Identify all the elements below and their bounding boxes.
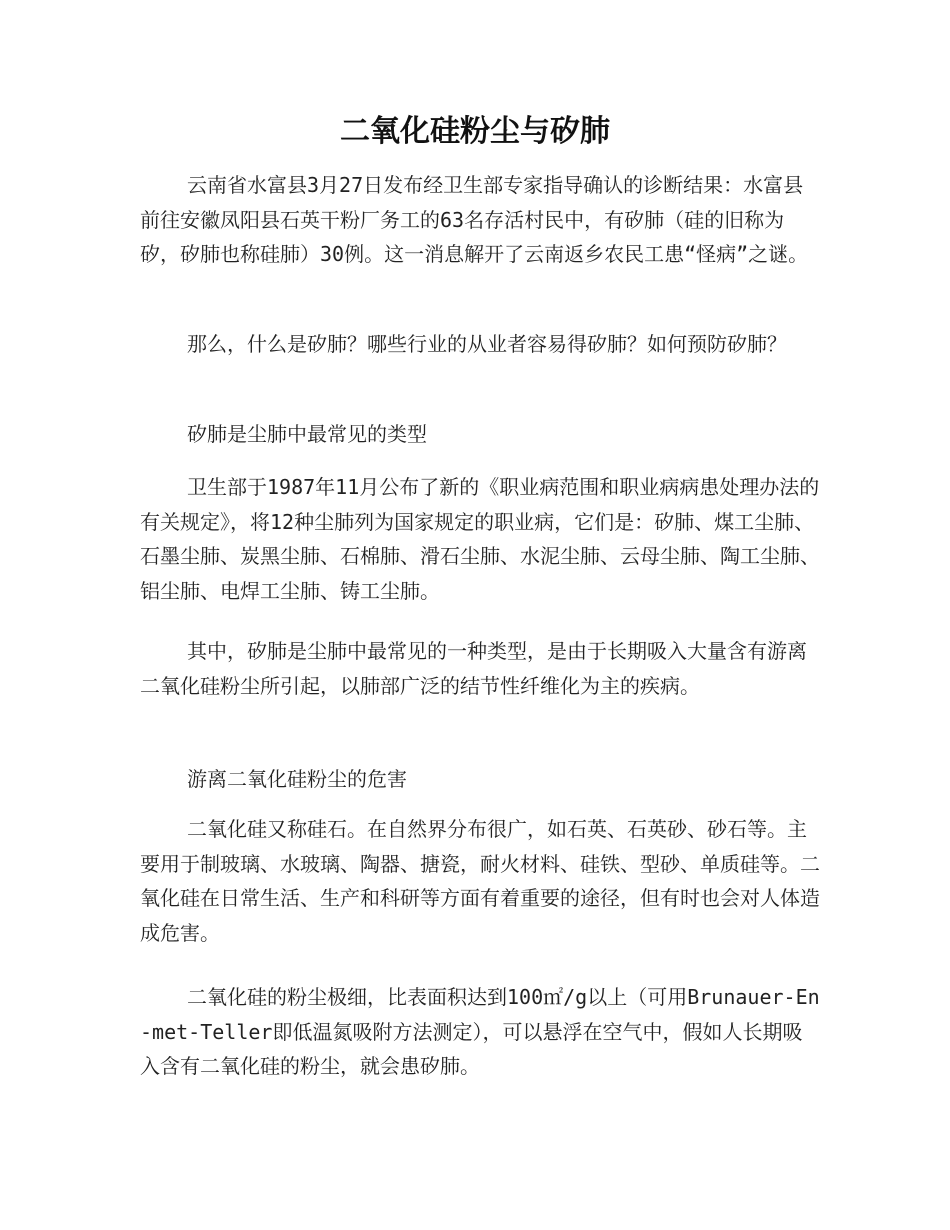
section-heading-1: 矽肺是尘肺中最常见的类型 <box>187 422 427 446</box>
paragraph-6: 二氧化硅的粉尘极细，比表面积达到100㎡/g以上（可用Brunauer-En-met-Teller即低温氮吸附方法测定），可以悬浮在空气中，假如人长期吸入含有二氧化硅的粉尘，就会患矽肺。 <box>140 985 820 1078</box>
section-heading-2: 游离二氧化硅粉尘的危害 <box>187 767 407 791</box>
paragraph-2: 那么，什么是矽肺？哪些行业的从业者容易得矽肺？如何预防矽肺？ <box>187 332 787 356</box>
page-title: 二氧化硅粉尘与矽肺 <box>340 114 610 149</box>
paragraph-5: 二氧化硅又称硅石。在自然界分布很广，如石英、石英砂、砂石等。主要用于制玻璃、水玻璃、陶器、搪瓷，耐火材料、硅铁、型砂、单质硅等。二氧化硅在日常生活、生产和科研等方面有着重要的途径，但有时也会对人体造成危害。 <box>140 817 820 945</box>
paragraph-3: 卫生部于1987年11月公布了新的《职业病范围和职业病病患处理办法的有关规定》，将12种尘肺列为国家规定的职业病，它们是：矽肺、煤工尘肺、石墨尘肺、炭黑尘肺、石棉肺、滑石尘肺、水泥尘肺、云母尘肺、陶工尘肺、铝尘肺、电焊工尘肺、铸工尘肺。 <box>140 475 820 603</box>
paragraph-1: 云南省水富县3月27日发布经卫生部专家指导确认的诊断结果：水富县前往安徽凤阳县石英干粉厂务工的63名存活村民中，有矽肺（硅的旧称为矽，矽肺也称硅肺）30例。这一消息解开了云南返乡农民工患“怪病”之谜。 <box>140 173 809 266</box>
paragraph-4: 其中，矽肺是尘肺中最常见的一种类型，是由于长期吸入大量含有游离二氧化硅粉尘所引起，以肺部广泛的结节性纤维化为主的疾病。 <box>140 639 807 698</box>
